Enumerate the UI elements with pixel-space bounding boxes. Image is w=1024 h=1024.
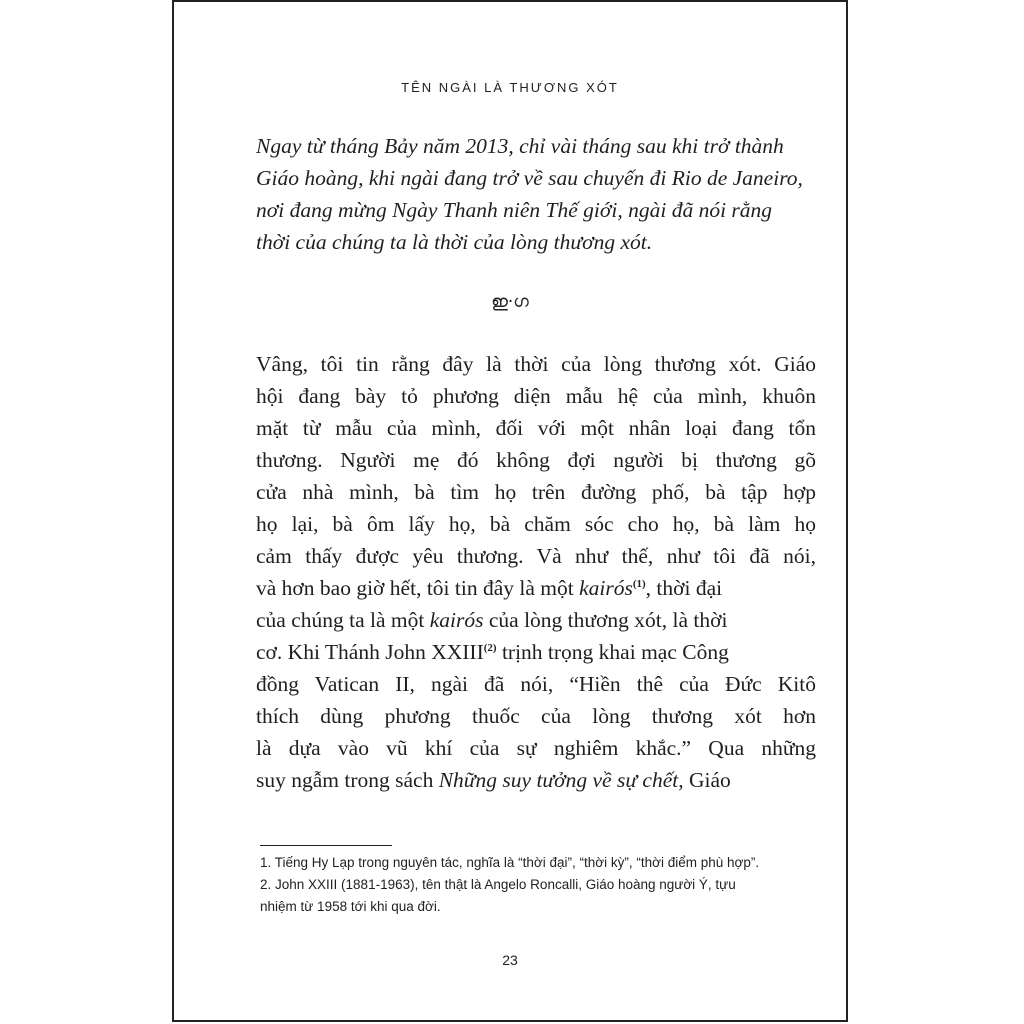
body-line: đồng Vatican II, ngài đã nói, “Hiền thê của Đức Kitô [256, 672, 816, 696]
footnote-2: 2. John XXIII (1881-1963), tên thật là Angelo Roncalli, Giáo hoàng người Ý, tựu [260, 877, 736, 892]
footnote-1: 1. Tiếng Hy Lạp trong nguyên tác, nghĩa là “thời đại”, “thời kỳ”, “thời điểm phù hợp”. [260, 855, 760, 870]
body-line: cảm thấy được yêu thương. Và như thế, như tôi đã nói, [256, 544, 816, 568]
body-line [256, 604, 816, 636]
body-line: cửa nhà mình, bà tìm họ trên đường phố, bà tập hợp [256, 480, 816, 504]
body-line: hội đang bày tỏ phương diện mẫu hệ của mình, khuôn [256, 384, 816, 408]
footnote-2-continued: nhiệm từ 1958 tới khi qua đời. [260, 899, 441, 914]
body-line: Vâng, tôi tin rằng đây là thời của lòng thương xót. Giáo [256, 352, 816, 376]
intro-paragraph [256, 130, 816, 258]
term-kairos: kairós [579, 576, 633, 600]
body-text-run: cơ. Khi Thánh John XXIII [256, 640, 484, 664]
running-head: TÊN NGÀI LÀ THƯƠNG XÓT [401, 80, 619, 95]
intro-line: Giáo hoàng, khi ngài đang trở về sau chuyến đi Rio de Janeiro, [256, 166, 803, 190]
intro-line: nơi đang mừng Ngày Thanh niên Thế giới, ngài đã nói rằng [256, 198, 773, 222]
body-text-run: và hơn bao giờ hết, tôi tin đây là một [256, 576, 580, 600]
footnote-ref-2[interactable]: (2) [483, 641, 497, 654]
section-ornament: ഇ·ഗ [491, 292, 529, 312]
term-kairos: kairós [429, 608, 484, 632]
body-text-run: , Giáo [678, 768, 731, 792]
body-text-run: , thời đại [645, 576, 723, 600]
book-title: Những suy tưởng về sự chết [438, 768, 679, 792]
body-line: thương. Người mẹ đó không đợi người bị thương gõ [256, 448, 816, 472]
body-text-run: trịnh trọng khai mạc Công [496, 640, 729, 664]
intro-line: Ngay từ tháng Bảy năm 2013, chỉ vài tháng sau khi trở thành [256, 134, 784, 158]
book-page [172, 0, 848, 1022]
intro-line: thời của chúng ta là thời của lòng thương xót. [256, 230, 653, 254]
body-text-run: của lòng thương xót, là thời [483, 608, 728, 632]
body-line [256, 572, 816, 604]
body-line [256, 764, 816, 796]
footnotes [260, 852, 820, 918]
body-line: là dựa vào vũ khí của sự nghiêm khắc.” Qua những [256, 736, 816, 760]
body-text-run: của chúng ta là một [256, 608, 430, 632]
body-text-run: suy ngẫm trong sách [256, 768, 439, 792]
footnote-divider [260, 845, 392, 846]
body-line [256, 636, 816, 668]
page-number: 23 [502, 952, 518, 968]
body-line: họ lại, bà ôm lấy họ, bà chăm sóc cho họ, bà làm họ [256, 512, 816, 536]
body-paragraph [256, 348, 816, 796]
body-line: thích dùng phương thuốc của lòng thương xót hơn [256, 704, 816, 728]
body-line: mặt từ mẫu của mình, đối với một nhân loại đang tổn [256, 416, 816, 440]
footnote-ref-1[interactable]: (1) [632, 577, 646, 590]
